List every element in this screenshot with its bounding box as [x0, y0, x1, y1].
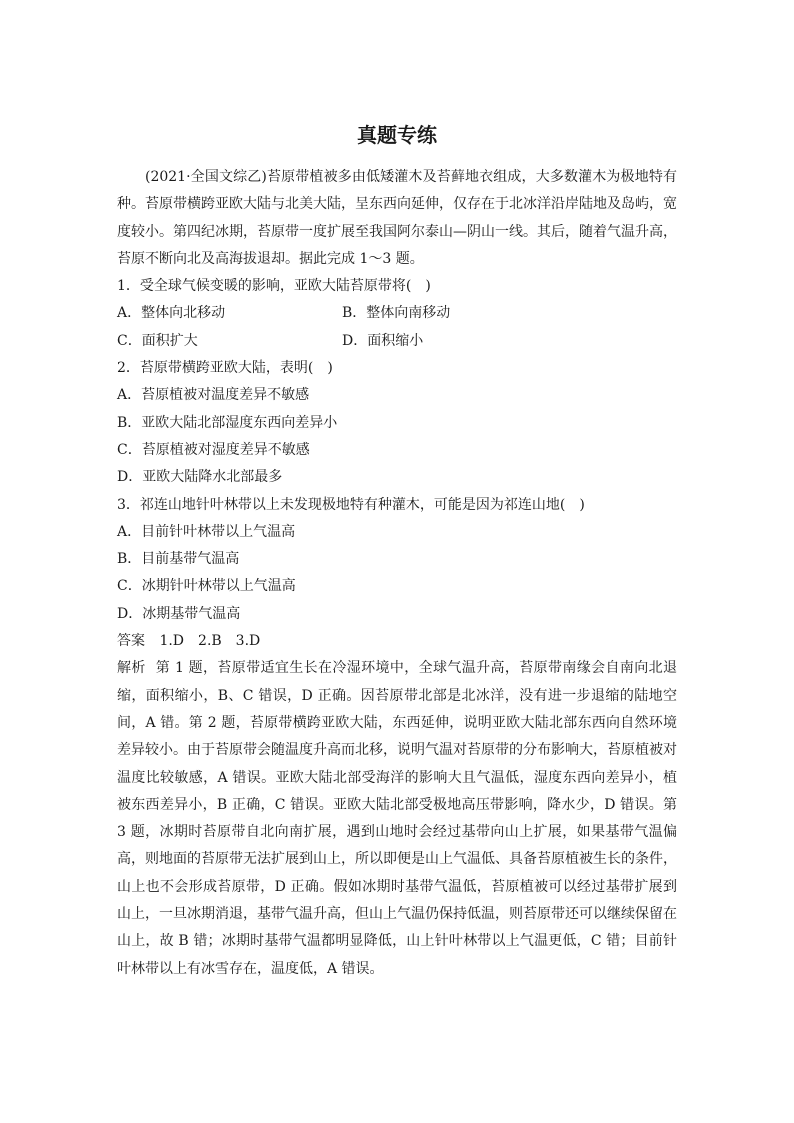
question-2: [117, 355, 677, 491]
option-b: B．目前基带气温高: [117, 551, 240, 568]
option-d: D．面积缩小: [342, 332, 424, 349]
option-c: C．苔原植被对湿度差异不敏感: [117, 441, 310, 458]
question-stem: 2．苔原带横跨亚欧大陆，表明( ): [117, 360, 333, 377]
option-a: A．苔原植被对温度差异不敏感: [117, 387, 310, 404]
question-1: [117, 273, 677, 355]
option-b: B．亚欧大陆北部湿度东西向差异小: [117, 414, 338, 431]
question-3: [117, 492, 677, 628]
question-stem: 1．受全球气候变暖的影响，亚欧大陆苔原带将( ): [117, 278, 431, 295]
option-row: [117, 328, 677, 355]
document-page: [117, 118, 677, 983]
option-d: D．冰期基带气温高: [117, 605, 241, 622]
page-title: 真题专练: [357, 123, 437, 147]
question-stem: 3．祁连山地针叶林带以上未发现极地特有种灌木，可能是因为祁连山地( ): [117, 496, 585, 513]
analysis-text: 第 1 题，苔原带适宜生长在冷湿环境中，全球气温升高，苔原带南缘会自南向北退缩，面积缩小，B、C 错误，D 正确。因苔原带北部是北冰洋，没有进一步退缩的陆地空间，A 错。第 2 题，苔原带横跨亚欧大陆，东西延伸，说明亚欧大陆北部东西向自然环境差异较小。由于苔原带会随温度升高而北移，说明气温对苔原带的分布影响大，苔原植被对温度比较敏感，A 错误。亚欧大陆北部受海洋的影响大且气温低，湿度东西向差异小，植被东西差异小，B 正确，C 错误。亚欧大陆北部受极地高压带影响，降水少，D 错误。第 3 题，冰期时苔原带自北向南扩展，遇到山地时会经过基带向山上扩展，如果基带气温偏高，则地面的苔原带无法扩展到山上，所以即便是山上气温低、具备苔原植被生长的条件，山上也不会形成苔原带，D 正确。假如冰期时基带气温低，苔原植被可以经过基带扩展到山上，一旦冰期消退，基带气温升高，但山上气温仍保持低温，则苔原带还可以继续保留在山上，故 B 错；冰期时基带气温都明显降低，山上针叶林带以上气温更低，C 错；目前针叶林带以上有冰雪存在，温度低，A 错误。: [117, 660, 677, 977]
option-c: C．冰期针叶林带以上气温高: [117, 578, 296, 595]
option-a: A．目前针叶林带以上气温高: [117, 523, 296, 540]
passage: (2021·全国文综乙)苔原带植被多由低矮灌木及苔藓地衣组成，大多数灌木为极地特有种。苔原带横跨亚欧大陆与北美大陆，呈东西向延伸，仅存在于北冰洋沿岸陆地及岛屿，宽度较小。第四纪冰期，苔原带一度扩展至我国阿尔泰山—阴山一线。其后，随着气温升高，苔原不断向北及高海拔退却。据此完成 1～3 题。: [117, 169, 677, 267]
analysis: [117, 655, 677, 983]
option-row: [117, 300, 677, 327]
option-a: A．整体向北移动: [117, 305, 226, 322]
answer-label: 答案: [117, 633, 145, 650]
option-d: D．亚欧大陆降水北部最多: [117, 469, 283, 486]
answer-line: [117, 628, 677, 655]
analysis-label: 解析: [117, 660, 146, 677]
answer-text: 1.D 2.B 3.D: [159, 633, 261, 650]
option-b: B．整体向南移动: [342, 305, 451, 322]
option-c: C．面积扩大: [117, 332, 198, 349]
